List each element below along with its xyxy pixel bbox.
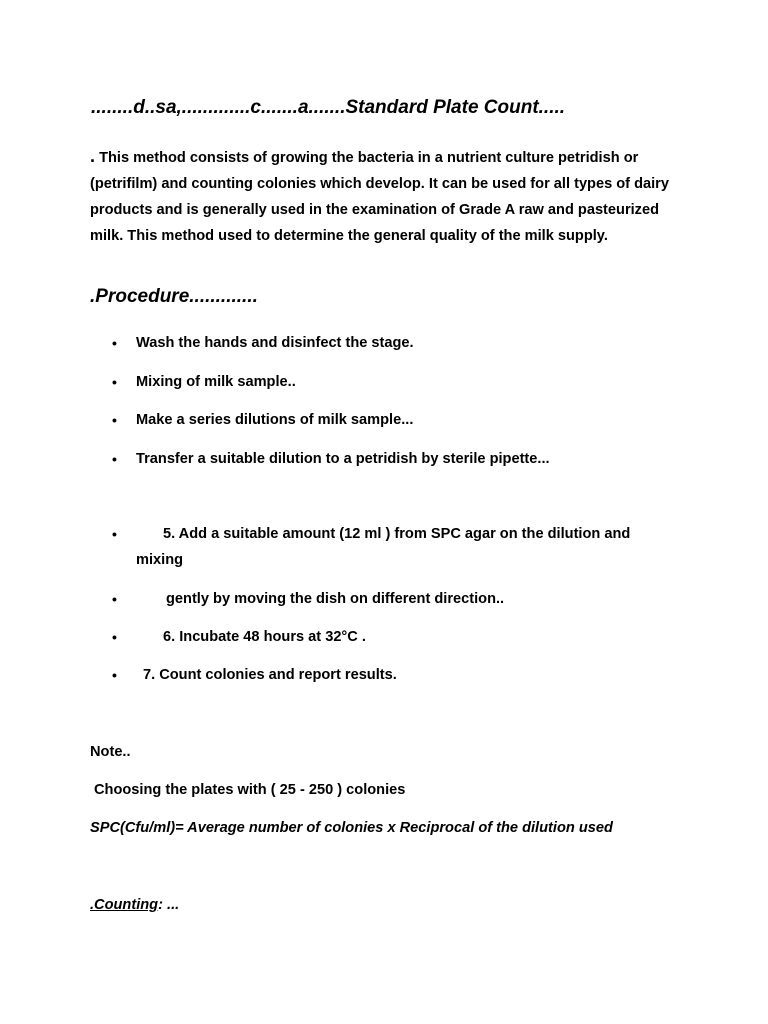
procedure-heading: .Procedure............. — [90, 286, 258, 307]
step-text: Mixing of milk sample.. — [136, 374, 296, 390]
note-text: Choosing the plates with ( 25 - 250 ) colonies — [94, 782, 406, 798]
note-label: Note.. — [90, 744, 131, 760]
intro-lead-mark: . — [90, 146, 96, 166]
step-text: Transfer a suitable dilution to a petridish by sterile pipette... — [136, 451, 550, 467]
intro-text: This method consists of growing the bacteria in a nutrient culture petridish or (petrifilm) and counting colonies which develop. It can be used for all types of dairy products and is generally used in the examination of Grade A raw and pasteurized milk. This method used to determine the general quality of the milk supply. — [90, 150, 669, 244]
bullet-icon: • — [112, 451, 117, 467]
step-text: 5. Add a suitable amount (12 ml ) from SPC agar on the dilution and mixing — [136, 526, 631, 568]
bullet-icon: • — [112, 374, 117, 390]
counting-heading — [90, 894, 179, 916]
bullet-icon: • — [112, 591, 117, 607]
step-text: gently by moving the dish on different direction.. — [166, 591, 505, 607]
bullet-icon: • — [112, 412, 117, 428]
step-text: 7. Count colonies and report results. — [143, 667, 397, 683]
bullet-icon: • — [112, 335, 117, 351]
step-text: Make a series dilutions of milk sample... — [136, 412, 414, 428]
bullet-icon: • — [112, 667, 117, 683]
step-text: 6. Incubate 48 hours at 32°C . — [163, 629, 366, 645]
bullet-icon: • — [112, 629, 117, 645]
counting-suffix: : ... — [158, 897, 180, 913]
document-title: ........d..sa,.............c.......a.......Standard Plate Count..... — [91, 97, 566, 118]
intro-paragraph — [90, 143, 690, 249]
counting-label: .Counting — [90, 897, 159, 913]
step-text: Wash the hands and disinfect the stage. — [136, 335, 414, 351]
spc-formula: SPC(Cfu/ml)= Average number of colonies x Reciprocal of the dilution used — [90, 820, 613, 836]
bullet-icon: • — [112, 526, 117, 542]
